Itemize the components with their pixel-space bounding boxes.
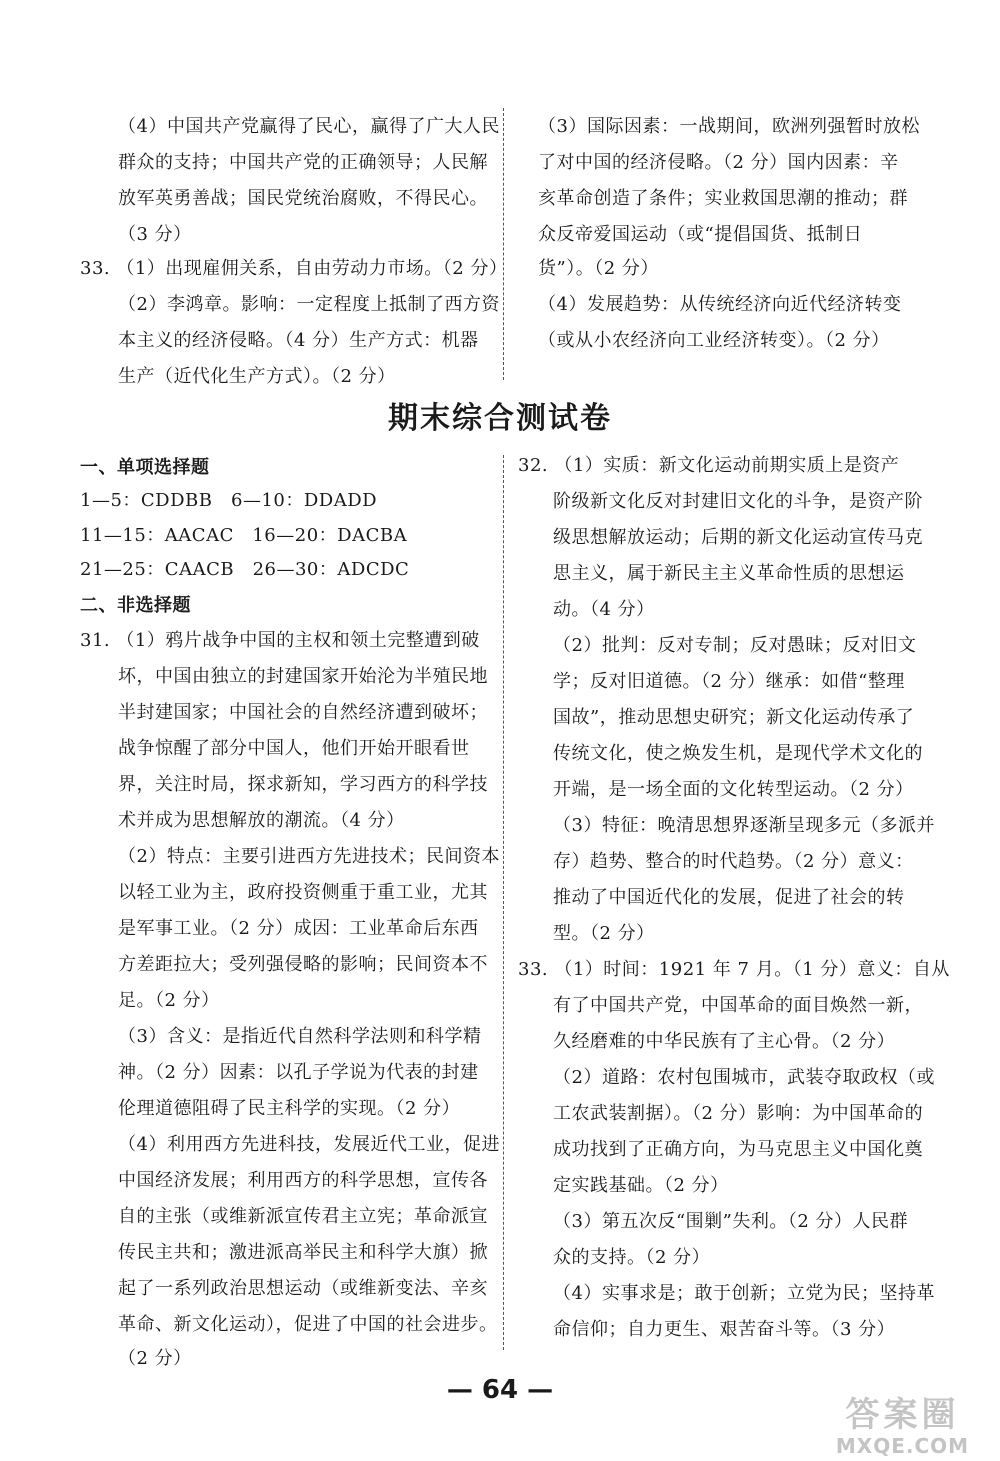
text-line: 推动了中国近代化的发展，促进了社会的转 [553, 887, 905, 908]
text-line: 国故”，推动思想史研究；新文化运动传承了 [553, 707, 915, 728]
text-line: （2）李鸿章。影响：一定程度上抵制了西方资 [118, 294, 500, 315]
column-divider [503, 108, 504, 380]
text-line: 中国经济发展；利用西方的科学思想，宣传各 [118, 1170, 488, 1191]
page-number: — 64 — [446, 1375, 554, 1405]
text-line: 以轻工业为主，政府投资侧重于重工业，尤其 [118, 882, 488, 903]
text-line: 了对中国的经济侵略。（2 分）国内因素：辛 [538, 152, 899, 173]
text-line: 工农武装割据）。（2 分）影响：为中国革命的 [553, 1103, 924, 1124]
text-line: 是军事工业。（2 分）成因：工业革命后东西 [118, 918, 479, 939]
watermark-url: MXQE.COM [835, 1434, 970, 1458]
text-line: 群众的支持；中国共产党的正确领导；人民解 [118, 152, 488, 173]
text-line: 学；反对旧道德。（2 分）继承：如借“整理 [553, 671, 905, 692]
text-line: 众反帝爱国运动（或“提倡国货、抵制日 [538, 224, 863, 245]
text-line: 自的主张（或维新派宣传君主立宪；革命派宣 [118, 1206, 488, 1227]
text-line: （2）特点：主要引进西方先进技术；民间资本 [118, 846, 500, 867]
text-line: （4）利用西方先进科技，发展近代工业，促进 [118, 1134, 500, 1155]
text-line: （或从小农经济向工业经济转变）。（2 分） [538, 330, 890, 351]
text-line: 存）趋势、整合的时代趋势。（2 分）意义： [553, 851, 914, 872]
text-line: 动。（4 分） [553, 599, 655, 620]
text-line: 级思想解放运动；后期的新文化运动宣传马克 [553, 527, 923, 548]
text-line: （3 分） [118, 224, 192, 245]
text-line: （4）发展趋势：从传统经济向近代经济转变 [538, 294, 902, 315]
text-line: 32. （1）实质：新文化运动前期实质上是资产 [518, 455, 900, 476]
text-line: （3）特征：晚清思想界逐渐呈现多元（多派并 [553, 815, 935, 836]
text-line: 命信仰；自力更生、艰苦奋斗等。（3 分） [553, 1319, 896, 1340]
text-line: 术并成为思想解放的潮流。（4 分） [118, 810, 405, 831]
section-heading: 一、单项选择题 [80, 457, 210, 478]
text-line: 思主义，属于新民主主义革命性质的思想运 [553, 563, 905, 584]
section-title: 期末综合测试卷 [388, 401, 612, 436]
text-line: 起了一系列政治思想运动（或维新变法、辛亥 [118, 1278, 488, 1299]
text-line: 生产（近代化生产方式）。（2 分） [118, 366, 396, 387]
text-line: 传统文化，使之焕发生机，是现代学术文化的 [553, 743, 923, 764]
text-line: （2）道路：农村包围城市，武装夺取政权（或 [553, 1067, 935, 1088]
text-line: 型。（2 分） [553, 923, 655, 944]
text-line: 阶级新文化反对封建旧文化的斗争，是资产阶 [553, 491, 923, 512]
text-line: 31. （1）鸦片战争中国的主权和领土完整遭到破 [80, 630, 480, 651]
section-heading: 二、非选择题 [80, 595, 191, 616]
text-line: 众的支持。（2 分） [553, 1247, 711, 1268]
text-line: 半封建国家；中国社会的自然经济遭到破坏； [118, 702, 488, 723]
text-line: 革命、新文化运动），促进了中国的社会进步。 [118, 1314, 498, 1335]
text-line: 战争惊醒了部分中国人，他们开始开眼看世 [118, 738, 470, 759]
text-line: 货”）。（2 分） [538, 258, 659, 279]
text-line: 定实践基础。（2 分） [553, 1175, 729, 1196]
watermark-logo [815, 1395, 990, 1457]
column-divider [503, 455, 504, 1350]
text-line: 传民主共和；激进派高举民主和科学大旗）掀 [118, 1242, 488, 1263]
text-line: 方差距拉大；受列强侵略的影响；民间资本不 [118, 954, 488, 975]
text-line: 伦理道德阻碍了民主科学的实现。（2 分） [118, 1098, 461, 1119]
text-line: 本主义的经济侵略。（4 分）生产方式：机器 [118, 330, 479, 351]
text-line: 坏，中国由独立的封建国家开始沦为半殖民地 [118, 666, 488, 687]
text-line: 开端，是一场全面的文化转型运动。（2 分） [553, 779, 914, 800]
text-line: 放军英勇善战；国民党统治腐败，不得民心。 [118, 188, 488, 209]
text-line: 有了中国共产党，中国革命的面目焕然一新， [553, 995, 923, 1016]
watermark-text: 答案圈 [845, 1395, 960, 1435]
text-line: （3）国际因素：一战期间，欧洲列强暂时放松 [538, 116, 920, 137]
text-line: 33. （1）时间：1921 年 7 月。（1 分）意义：自从 [518, 959, 950, 980]
text-line: （3）第五次反“围剿”失利。（2 分）人民群 [553, 1211, 909, 1232]
answer-line: 1—5：CDDBB 6—10：DDADD [80, 490, 378, 511]
text-line: 界，关注时局，探求新知，学习西方的科学技 [118, 774, 488, 795]
text-line: 亥革命创造了条件；实业救国思潮的推动；群 [538, 188, 908, 209]
text-line: 成功找到了正确方向，为马克思主义中国化奠 [553, 1139, 923, 1160]
answer-line: 21—25：CAACB 26—30：ADCDC [80, 559, 410, 580]
text-line: 神。（2 分）因素：以孔子学说为代表的封建 [118, 1062, 479, 1083]
text-line: 33. （1）出现雇佣关系，自由劳动力市场。（2 分） [80, 258, 508, 279]
text-line: （3）含义：是指近代自然科学法则和科学精 [118, 1026, 482, 1047]
text-line: （2）批判：反对专制；反对愚昧；反对旧文 [553, 635, 917, 656]
text-line: （4）中国共产党赢得了民心，赢得了广大人民 [118, 116, 500, 137]
text-line: （4）实事求是；敢于创新；立党为民；坚持革 [553, 1283, 935, 1304]
text-line: （2 分） [118, 1348, 192, 1369]
answer-line: 11—15：AACAC 16—20：DACBA [80, 525, 408, 546]
text-line: 久经磨难的中华民族有了主心骨。（2 分） [553, 1031, 896, 1052]
text-line: 足。（2 分） [118, 990, 220, 1011]
